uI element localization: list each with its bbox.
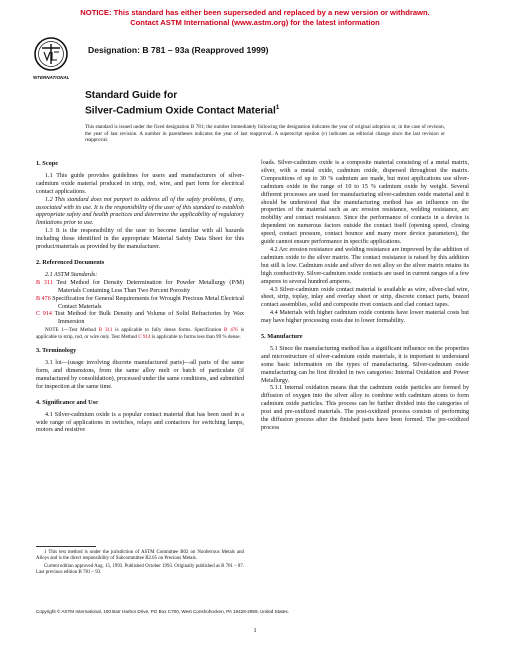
para-1-3: 1.3 It is the responsibility of the user to become familiar with all hazards including those identified in the appropriate Material Safety Data Sheet for this product/materials as provided by the manufacturer. bbox=[36, 228, 244, 251]
right-column bbox=[261, 160, 469, 433]
note-link-c914[interactable]: C 914 bbox=[138, 333, 151, 340]
note-link-b476[interactable]: B 476 bbox=[224, 327, 238, 334]
para-5-1-1: 5.1.1 Internal oxidation means that the cadmium oxide particles are formed by diffusion of oxygen into the silver alloy to combine with cadmium atoms to form cadmium oxide particles. This process can be further divided into the categories of post and pre-oxidized materials. The post-oxidized process consists of performing the diffusion process after the finished parts have been formed. The pre-oxidized process bbox=[261, 385, 469, 431]
footnote-edition: Current edition approved Aug. 15, 1993. Published October 1993. Originally published as B 781 – 87. Last previous edition B 781 – 93. bbox=[36, 563, 244, 576]
footnote-divider bbox=[36, 546, 96, 547]
para-4-2: 4.2 Arc erosion resistance and welding resistance are improved by the addition of cadmium oxide to the silver matrix. The contact resistance is raised by this addition but still is low. Cadmium oxide and silver do not alloy so the silver matrix retains its high conductivity. Silver-cadmium oxide contacts are used in current ranges of a few amperes to several hundred amperes. bbox=[261, 246, 469, 285]
para-5-1: 5.1 Since the manufacturing method has a significant influence on the properties and microstructure of silver-cadmium oxide materials, it is important to understand some basic information on the types of manufacturing. Silver-cadmium oxide manufacturing can be first divided in two categories: Internal Oxidation and Power Metallurgy. bbox=[261, 345, 469, 384]
copyright-line: Copyright © ASTM International, 100 Barr Harbor Drive, PO Box C700, West Conshohocken, PA 19428-2959, United States. bbox=[36, 609, 289, 614]
section-manufacture-heading: 5. Manufacture bbox=[261, 333, 303, 341]
reference-item: C 914 Test Method for Bulk Density and Volume of Solid Refractories by Wax Immersion bbox=[36, 311, 244, 326]
note-1: NOTE 1—Test Method B 311 is applicable to fully dense forms. Specification B 476 is applicable to strip, rod, or wire only. Test Method C 914 is applicable to forms less than 99 % dense. bbox=[36, 327, 245, 340]
section-scope-heading: 1. Scope bbox=[36, 160, 59, 167]
designation: Designation: B 781 – 93a (Reapproved 1999) bbox=[88, 45, 269, 55]
astm-logo-icon bbox=[33, 36, 69, 82]
reference-link-b311[interactable]: B 311 bbox=[36, 279, 53, 286]
footnote-1: 1 This test method is under the jurisdiction of ASTM Committee B02 on Nonferrous Metals and Alloys and is the direct responsibility of Subcommittee B2.05 on Precious Metals. bbox=[36, 550, 244, 562]
astm-logo bbox=[33, 36, 69, 82]
page-number: 1 bbox=[253, 627, 257, 634]
notice-line-1: NOTICE: This standard has either been superseded and replaced by a new version or withdrawn. bbox=[80, 8, 430, 17]
reference-link-b476[interactable]: B 476 bbox=[36, 295, 51, 302]
issuance-statement: This standard is issued under the fixed designation B 781; the number immediately following the designation indicates the year of original adoption or, in the case of revision, the year of last revision. A number in parentheses indicates the year of last reapproval. A superscript epsilon (ε) indicates an editorial change since the last revision or reapproval. bbox=[85, 124, 445, 144]
notice-line-2: Contact ASTM International (www.astm.org) for the latest information bbox=[130, 17, 380, 27]
note-link-b311[interactable]: B 311 bbox=[98, 327, 113, 334]
document-title bbox=[85, 90, 279, 117]
para-2-1: 2.1 ASTM Standards: bbox=[45, 271, 98, 278]
reference-link-c914[interactable]: C 914 bbox=[36, 311, 52, 318]
withdrawn-notice bbox=[0, 8, 510, 27]
reference-item: B 476 Specification for General Requirements for Wrought Precious Metal Electrical Contact Materials bbox=[36, 295, 244, 310]
title-line-2: Silver-Cadmium Oxide Contact Material bbox=[85, 105, 276, 117]
para-4-3: 4.3 Silver-cadmium oxide contact material is available as wire, silver-clad wire, sheet, strip, toplay, inlay and overlay sheet or strip, discrete contact parts, brazed contact assemblies, solid and composite rivet contacts and clad contact tapes. bbox=[261, 286, 469, 309]
section-significance-heading: 4. Significance and Use bbox=[36, 398, 98, 406]
logo-text: INTERNATIONAL bbox=[33, 75, 69, 80]
section-referenced-documents-heading: 2. Referenced Documents bbox=[36, 258, 105, 266]
section-terminology-heading: 3. Terminology bbox=[36, 347, 77, 355]
footnotes bbox=[36, 550, 244, 578]
para-1-1: 1.1 This guide provides guidelines for users and manufacturers of silver-cadmium oxide material produced in strip, rod, wire, and part form for electrical contact applications. bbox=[36, 172, 244, 195]
para-4-1: 4.1 Silver-cadmium oxide is a popular contact material that has been used in a wide range of applications in switches, relays and contactors for switching lamps, motors and resistive bbox=[36, 411, 244, 434]
title-footnote-mark: 1 bbox=[275, 104, 280, 111]
para-3-1: 3.1 lot—(usage involving discrete manufactured parts)—all parts of the same form, and dimensions, from the same alloy melt or batch of particulate (if manufactured by consolidation), processed under the same conditions, and submitted for inspection at the same time. bbox=[36, 360, 244, 390]
title-line-1: Standard Guide for bbox=[85, 90, 178, 101]
reference-item: B 311 Test Method for Density Determination for Powder Metallurgy (P/M) Materials Containing Less Than Two Percent Porosity bbox=[36, 279, 244, 294]
para-4-1-cont: loads. Silver-cadmium oxide is a composite material consisting of a metal matrix, silver, with a metal oxide, cadmium oxide, dispersed throughout the matrix. Compositions of up to 30 % cadmium are made, but most applications use silver-cadmium oxide in the range of 10 to 15 % cadmium oxide by weight. Several different processes are used for manufacturing silver-cadmium oxide material and it should be understood that the manufacturing method has an influence on the properties of the material such as arc erosion resistance, welding resistance, arc mobility and contact resistance. Since the performance of contacts in a device is dependent on numerous factors outside the contact itself (opening speed, closing speed, contact pressure, contact bounce and many more device parameters), the guide cannot ensure performance in specific applications. bbox=[261, 160, 469, 246]
para-1-2: 1.2 This standard does not purport to address all of the safety problems, if any, associated with its use. It is the responsibility of the user of this standard to establish appropriate safety and health practices and determine the applicability of regulatory limitations prior to use. bbox=[36, 196, 244, 227]
left-column bbox=[36, 160, 244, 435]
para-4-4: 4.4 Materials with higher cadmium oxide contents have lower material costs but may have higher processing costs due to lower formability. bbox=[261, 310, 469, 325]
